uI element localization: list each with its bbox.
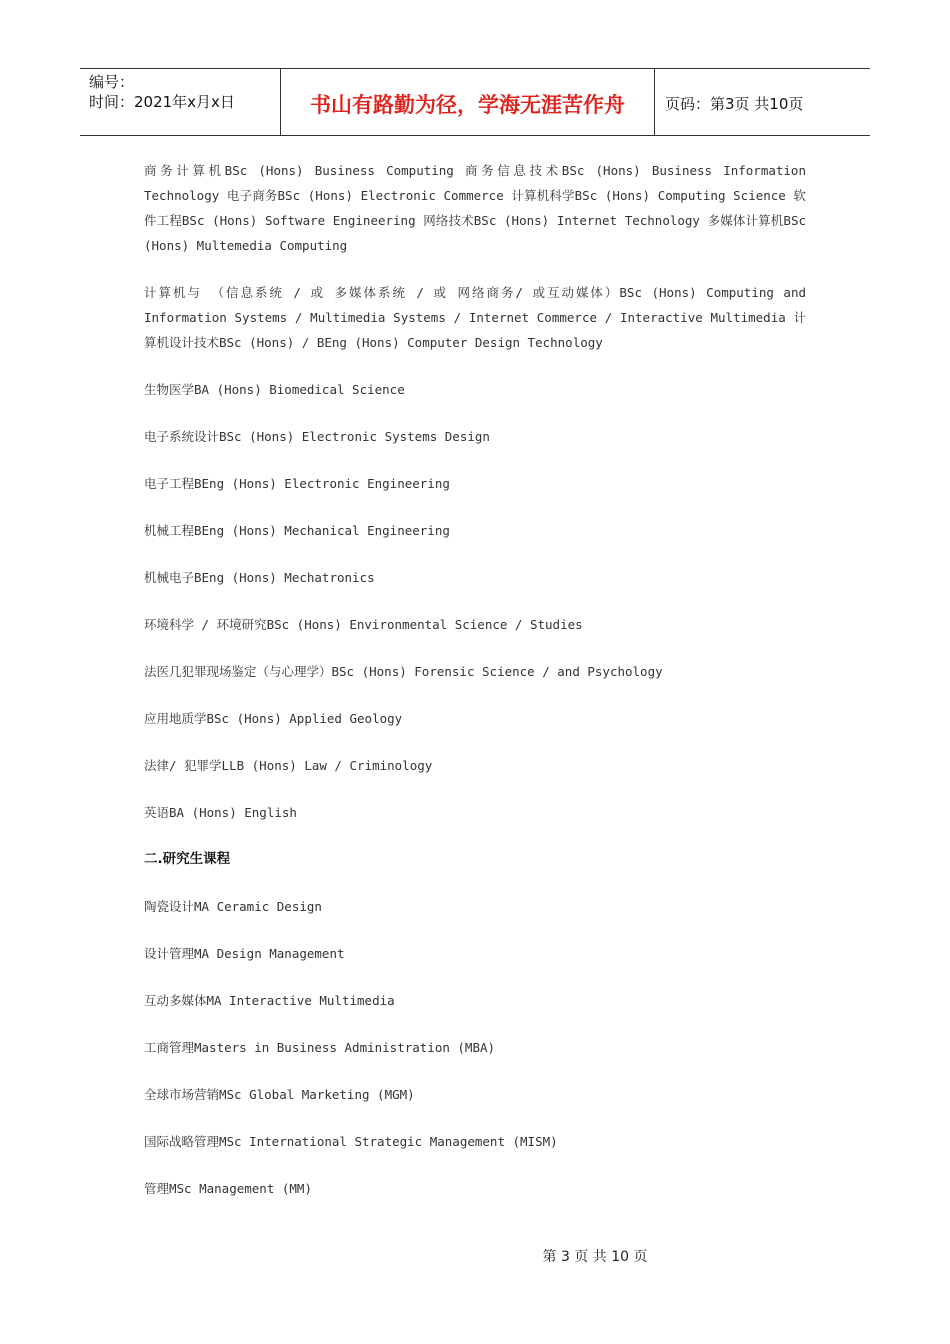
postgraduate-item: 工商管理Masters in Business Administration (MBA) — [144, 1040, 496, 1055]
program-item: 机械电子BEng (Hons) Mechatronics — [144, 570, 375, 585]
program-item: 法律/ 犯罪学LLB (Hons) Law / Criminology — [144, 758, 433, 773]
program-paragraph: 计算机与 （信息系统 / 或 多媒体系统 / 或 网络商务/ 或互动媒体）BSc (Hons) Computing and Information Systems / Multimedia Systems / Internet Commerce / Interactive Multimedia 计算机设计技术BSc (Hons) / BEng (Hons) Computer Design Technology — [144, 285, 806, 350]
program-item: 电子系统设计BSc (Hons) Electronic Systems Design — [144, 429, 490, 444]
program-item: 环境科学 / 环境研究BSc (Hons) Environmental Science / Studies — [144, 617, 583, 632]
program-paragraph: 商务计算机BSc (Hons) Business Computing 商务信息技术BSc (Hons) Business Information Technology 电子商务BSc (Hons) Electronic Commerce 计算机科学BSc (Hons) Computing Science 软件工程BSc (Hons) Software Engineering 网络技术BSc (Hons) Internet Technology 多媒体计算机BSc (Hons) Multemedia Computing — [144, 163, 806, 253]
program-item: 法医几犯罪现场鉴定（与心理学）BSc (Hons) Forensic Science / and Psychology — [144, 664, 663, 679]
postgraduate-item: 互动多媒体MA Interactive Multimedia — [144, 993, 395, 1008]
postgraduate-item: 全球市场营销MSc Global Marketing (MGM) — [144, 1087, 415, 1102]
section-title-postgraduate: 二.研究生课程 — [144, 851, 231, 867]
header-page-number: 页码：第3页 共10页 — [665, 94, 804, 113]
program-item: 应用地质学BSc (Hons) Applied Geology — [144, 711, 403, 726]
program-item: 机械工程BEng (Hons) Mechanical Engineering — [144, 523, 450, 538]
program-item: 英语BA (Hons) English — [144, 805, 297, 820]
header-motto: 书山有路勤为径，学海无涯苦作舟 — [281, 69, 655, 135]
document-body — [144, 158, 806, 1223]
program-item: 生物医学BA (Hons) Biomedical Science — [144, 382, 405, 397]
postgraduate-item: 管理MSc Management (MM) — [144, 1181, 312, 1196]
page-header — [80, 68, 870, 136]
document-number-label: 编号： — [89, 73, 135, 91]
document-time-label: 时间：2021年x月x日 — [89, 93, 235, 111]
program-item: 电子工程BEng (Hons) Electronic Engineering — [144, 476, 450, 491]
header-meta — [80, 69, 281, 135]
postgraduate-item: 陶瓷设计MA Ceramic Design — [144, 899, 322, 914]
page-footer: 第 3 页 共 10 页 — [542, 1249, 648, 1265]
postgraduate-item: 国际战略管理MSc International Strategic Management (MISM) — [144, 1134, 558, 1149]
postgraduate-item: 设计管理MA Design Management — [144, 946, 345, 961]
